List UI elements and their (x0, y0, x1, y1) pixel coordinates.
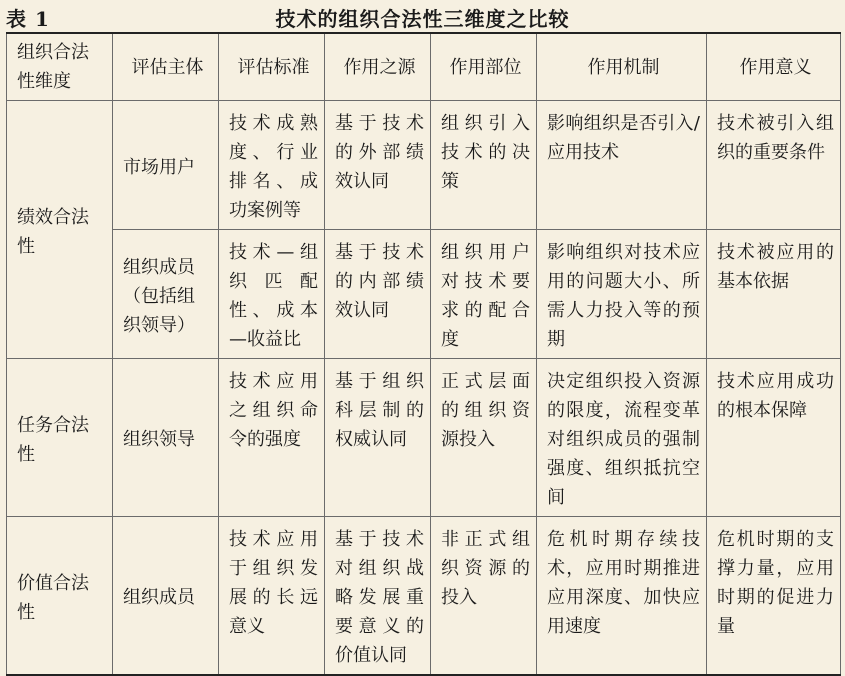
header-site: 作用部位 (431, 33, 537, 101)
dimension-cell: 价值合法性 (7, 517, 113, 676)
standard-cell: 技术成熟度、行业排名、成功案例等 (219, 101, 325, 230)
subject-cell: 组织领导 (113, 359, 219, 517)
significance-cell: 危机时期的支撑力量，应用时期的促进力量 (707, 517, 841, 676)
mechanism-cell: 决定组织投入资源的限度，流程变革对组织成员的强制强度、组织抵抗空间 (537, 359, 707, 517)
significance-cell: 技术被应用的基本依据 (707, 230, 841, 359)
source-cell: 基于技术对组织战略发展重要意义的价值认同 (325, 517, 431, 676)
site-cell: 组织引入技术的决策 (431, 101, 537, 230)
table-row (7, 230, 841, 359)
source-cell: 基于技术的外部绩效认同 (325, 101, 431, 230)
standard-cell: 技术应用之组织命令的强度 (219, 359, 325, 517)
table-caption (0, 0, 845, 32)
subject-cell: 组织成员 (113, 517, 219, 676)
header-mechanism: 作用机制 (537, 33, 707, 101)
header-subject: 评估主体 (113, 33, 219, 101)
source-cell: 基于组织科层制的权威认同 (325, 359, 431, 517)
dimension-cell: 绩效合法性 (7, 101, 113, 359)
table-title: 技术的组织合法性三维度之比较 (275, 7, 570, 31)
significance-cell: 技术被引入组织的重要条件 (707, 101, 841, 230)
mechanism-cell: 危机时期存续技术，应用时期推进应用深度、加快应用速度 (537, 517, 707, 676)
site-cell: 组织用户对技术要求的配合度 (431, 230, 537, 359)
header-source: 作用之源 (325, 33, 431, 101)
standard-cell: 技术—组织匹配性、成本—收益比 (219, 230, 325, 359)
subject-cell: 市场用户 (113, 101, 219, 230)
header-row (7, 33, 841, 101)
header-significance: 作用意义 (707, 33, 841, 101)
table-number: 表 1 (6, 7, 50, 31)
site-cell: 正式层面的组织资源投入 (431, 359, 537, 517)
mechanism-cell: 影响组织对技术应用的问题大小、所需人力投入等的预期 (537, 230, 707, 359)
source-cell: 基于技术的内部绩效认同 (325, 230, 431, 359)
mechanism-cell: 影响组织是否引入/应用技术 (537, 101, 707, 230)
standard-cell: 技术应用于组织发展的长远意义 (219, 517, 325, 676)
header-standard: 评估标准 (219, 33, 325, 101)
header-dimension: 组织合法性维度 (7, 33, 113, 101)
significance-cell: 技术应用成功的根本保障 (707, 359, 841, 517)
site-cell: 非正式组织资源的投入 (431, 517, 537, 676)
table-row (7, 517, 841, 676)
comparison-table (6, 32, 841, 676)
table-row (7, 101, 841, 230)
table-row (7, 359, 841, 517)
dimension-cell: 任务合法性 (7, 359, 113, 517)
subject-cell: 组织成员（包括组织领导） (113, 230, 219, 359)
